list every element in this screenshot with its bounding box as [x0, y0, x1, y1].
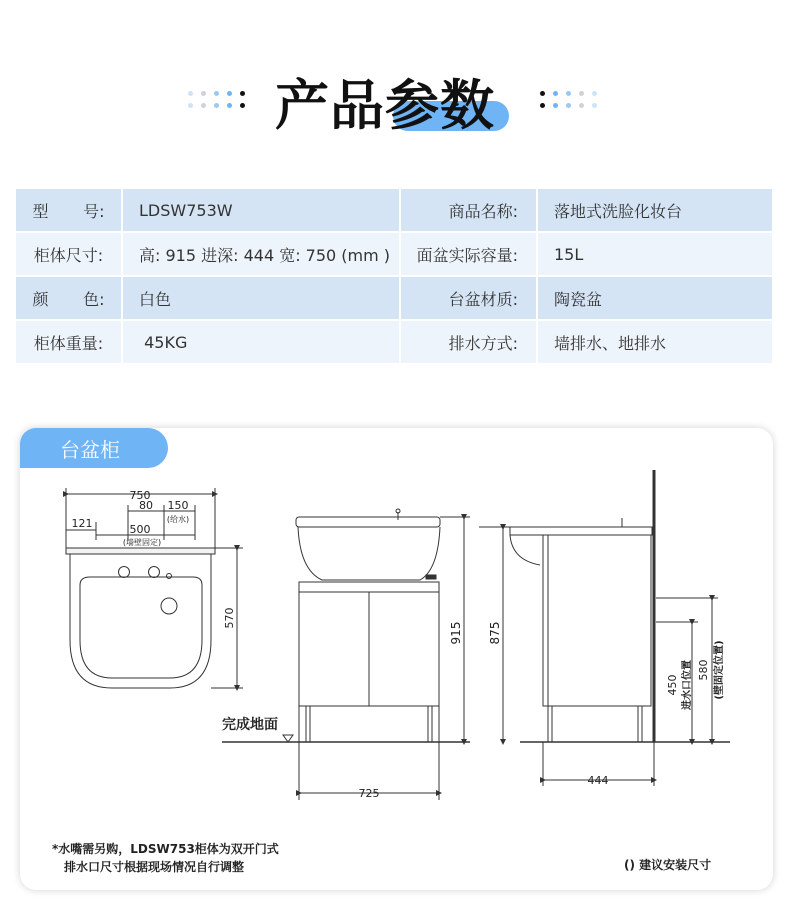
inlet-note: 进水口位置 — [682, 660, 693, 710]
front-view — [222, 509, 510, 800]
spec-label: 柜体尺寸: — [16, 233, 123, 277]
spec-value: 白色 — [123, 277, 401, 321]
dim-121-label: 121 — [71, 517, 93, 530]
spec-label: 排水方式: — [401, 321, 538, 365]
dim-450-label: 450 — [666, 674, 679, 696]
spec-value: 15L — [538, 233, 774, 277]
dim-444-label: 444 — [587, 774, 609, 787]
fix-note: (壁固定位置) — [714, 640, 725, 700]
dim-725-label: 725 — [358, 787, 380, 800]
footnote-line1: *水嘴需另购，LDSW753柜体为双开门式 — [52, 842, 279, 856]
section-badge: 台盆柜 — [20, 428, 168, 468]
dim-875-label: 875 — [488, 621, 502, 645]
top-view — [66, 488, 243, 688]
spec-value: 45KG — [123, 321, 401, 365]
side-view — [510, 470, 730, 786]
spec-label: 面盆实际容量: — [401, 233, 538, 277]
page-title: 产品参数 — [275, 74, 495, 137]
spec-label: 颜 色: — [16, 277, 123, 321]
spec-value: 陶瓷盆 — [538, 277, 774, 321]
dim-500-note: (墙壁固定) — [122, 538, 162, 547]
spec-label: 型 号: — [16, 189, 123, 233]
floor-label: 完成地面 — [222, 717, 278, 733]
spec-label: 商品名称: — [401, 189, 538, 233]
footnote-line2: 排水口尺寸根据现场情况自行调整 — [64, 860, 245, 874]
spec-value: 墙排水、地排水 — [538, 321, 774, 365]
legend-note: () 建议安装尺寸 — [624, 858, 712, 872]
dim-150-note: (给水) — [166, 515, 190, 524]
dim-570-label: 570 — [223, 607, 236, 629]
spec-value: LDSW753W — [123, 189, 401, 233]
dim-915-label: 915 — [449, 621, 463, 645]
spec-value: 落地式洗脸化妆台 — [538, 189, 774, 233]
dim-500-label: 500 — [129, 523, 151, 536]
spec-label: 台盆材质: — [401, 277, 538, 321]
spec-label: 柜体重量: — [16, 321, 123, 365]
dim-750-label: 750 — [129, 489, 151, 502]
spec-value: 高: 915 进深: 444 宽: 750 (mm ) — [123, 233, 401, 277]
dim-80-label: 80 — [139, 499, 153, 512]
dim-150-label: 150 — [167, 499, 189, 512]
dim-580-label: 580 — [697, 659, 710, 681]
